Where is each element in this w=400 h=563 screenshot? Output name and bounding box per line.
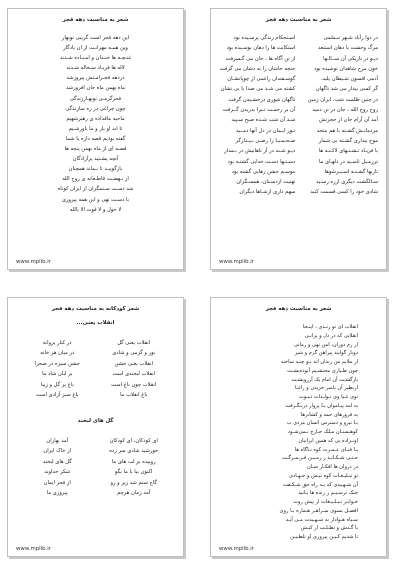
verse-hemistich: آدمی افسون شـیطان پلید، <box>320 76 378 83</box>
page-url: www.mplib.ir <box>219 259 254 265</box>
poem-body <box>219 33 378 198</box>
page-bottom-right <box>210 297 387 557</box>
verse-line: آنچه پشـتید پرآزادگان <box>72 156 119 163</box>
verse-line: خـوابـر تـبـلـیـغات از پیش روت <box>293 499 358 505</box>
verse-line: یـا فنـای عـمـرت کوه نـاگاه ها <box>294 446 358 453</box>
verse-hemistich: سهم داری ازشـاها دیگران <box>239 189 296 196</box>
verse-row <box>22 348 169 358</box>
verse-row <box>219 157 378 167</box>
verse-hemistich: انقلاب چون باغ است <box>111 381 157 388</box>
verse-hemistich: در کنار پروانه <box>42 340 72 346</box>
verse-row <box>219 146 378 156</box>
page-url: www.mplib.ir <box>219 546 254 552</box>
verse-line: دوبار گوایند پیراهن گرم و شیر <box>294 350 358 357</box>
verse-hemistich: دیـو شـند در آز تاهانیش در بـمدار <box>224 148 296 155</box>
poem-body <box>233 323 358 542</box>
verse-hemistich: ترزمـیل تاسـید در دلهـای ما <box>319 158 378 165</box>
verse-hemistich: بر لبان شاد ما <box>42 371 73 378</box>
verse-line: با گـدش و تطـلـب از کیـش <box>300 525 358 532</box>
verse-hemistich: انقلاب یعنی جشن <box>114 360 153 367</box>
verse-hemistich: در دوا رآباد شـهر تبـسّمی <box>323 35 378 41</box>
verse-line: توی غـیا وی تـولـدات ثـبـوت <box>298 394 358 400</box>
verse-hemistich: گر کسی بیدار می شد ناگهان <box>315 86 378 93</box>
verse-hemistich: گوسـفندان راغمی از چوپانشـان <box>227 76 296 83</box>
verse-hemistich: باغ انقلاب ما <box>120 391 148 398</box>
verse-hemistich: گاج ستم شد زیر و رو <box>110 479 157 486</box>
verse-hemistich: شادی خود را کسی قسمت کنید <box>310 189 378 196</box>
verse-hemistich: باغ پر گل و زیبا <box>40 381 74 388</box>
page-url: www.mplib.ir <box>16 546 51 552</box>
verse-line: شد دسـت سـتمگران از ایران کوتاه <box>57 186 134 193</box>
verse-hemistich: استکانت ها را دهان بوسـیده بود <box>226 45 296 52</box>
verse-hemistich: دیـو در تاریکی آن ســالـها <box>323 55 378 62</box>
verse-hemistich: نـور ایـمان در دل آنها دمــید <box>235 127 296 134</box>
verse-row <box>22 380 169 390</box>
verse-line: افضـل بسوی سـراهـر هـماره بـا روی <box>279 507 358 514</box>
verse-hemistich: تاربها گشـتـه اسـیـرشوها <box>324 168 378 175</box>
verse-hemistich: اکنون بیا با ما بگو <box>114 469 153 476</box>
verse-line: ازنظیر آن نامبر خریدن و راغـا <box>295 385 358 392</box>
verse-row <box>219 167 378 177</box>
verse-row <box>22 390 169 400</box>
verse-line: ماحیه ماقداده ی رهبرشهیم <box>66 115 125 122</box>
verse-line: آن شـهـیدی که یـه راه حق شـکـفت <box>282 481 358 488</box>
verse-hemistich: روییده بر لب های ما <box>111 458 156 465</box>
verse-hemistich: ای کودکان، ای کودکان <box>109 438 158 444</box>
page-title: شعر به مناسبت دهه فجر <box>265 17 332 23</box>
verse-line: ماه بهمن ماه جان افروزشد <box>66 85 125 92</box>
verse-line: لاله ها فریـاد سـخاله شـدند <box>66 65 125 72</box>
verse-hemistich: آمد آن آرام جان از حجرتش <box>318 117 378 124</box>
verse-line: بازگشـت آن امام یک آرزویشـت <box>291 376 358 383</box>
poem-subtitle: انقلاب یعنی... <box>76 320 115 326</box>
verse-hemistich: جنجه خاشان را به دشان می گرفت <box>219 65 296 72</box>
verse-row <box>22 436 169 446</box>
verse-hemistich: جشن سبزه در صحرا <box>34 360 80 367</box>
verse-row <box>219 74 378 84</box>
verse-line: تا ابد او یار و ما یاورشـیم <box>68 125 123 132</box>
verse-row <box>219 177 378 187</box>
verse-line: تو تبـلیـغـات کوه تپـش‌ و جـهـادی <box>288 472 358 479</box>
verse-hemistich: خون مرح شاهدان توشیده بود <box>314 65 378 72</box>
verse-hemistich: آمد بهاران <box>46 438 69 444</box>
verse-hemistich: از تن آگاه ها ، جان می گـسرفت <box>225 55 296 62</box>
verse-hemistich: پیروزی ما <box>46 489 68 496</box>
page-top-left <box>7 8 184 270</box>
verse-hemistich: مردمانـش گشـته با هم متحد <box>316 127 378 134</box>
poem-body <box>22 436 169 498</box>
verse-row <box>219 187 378 197</box>
verse-line: از نـهضـت قاطـعانه ی روح الله <box>62 176 129 183</box>
verse-line: از ملایم من زندان اند نـو چنـد ساخته <box>280 359 358 365</box>
verse-line: بـا نیرو‌ و دسترس انسان مردی ب <box>286 420 358 427</box>
verse-hemistich: خورشید شادی سر زده <box>109 448 159 455</box>
verse-line: از رم دوران، امن تهی و رمانی <box>293 341 358 348</box>
verse-hemistich: انقلاب لبخندی است <box>112 371 155 378</box>
verse-line: اونـزاده یی که همین ایرانیان <box>298 437 358 444</box>
verse-line: با دسـت تهی و این همه پیروزی <box>61 196 130 203</box>
verse-row <box>22 457 169 467</box>
page-bottom-left <box>7 297 184 557</box>
verse-line: حـتـی شـکـانـد ز زمـیـن فـرـمـرگـت <box>281 455 358 462</box>
page-title: شعر به مناسبت دهه فجر <box>265 306 332 312</box>
verse-line: دردهه فجـرامـتش پیروزشد <box>66 75 125 82</box>
verse-line: به امد پیـاموان بـا پرواز دربـگـرفت <box>285 402 358 409</box>
verse-row <box>219 54 378 64</box>
verse-row <box>22 467 169 477</box>
verse-row <box>22 488 169 498</box>
verse-line: سـیاه هـوادار به شـهـیدت مـی آیـد <box>285 516 358 523</box>
verse-hemistich: صـحـمـيـا را رصـی نـپـدازگر <box>235 137 296 144</box>
poem-subtitle: گل های لبخند <box>77 418 114 424</box>
verse-hemistich: گل های لبخند <box>42 458 72 465</box>
verse-hemistich: آمد زمان هرچم <box>117 489 151 496</box>
verse-row <box>219 136 378 146</box>
verse-line: گفته بودیم قصه داره یا شما <box>65 135 126 142</box>
page-url: www.mplib.ir <box>16 259 51 265</box>
verse-hemistich: ناگهان شوری درخشـیدن گرفت <box>228 96 296 103</box>
verse-row <box>219 43 378 53</box>
verse-line: انقلابی که در دل و پرانـی <box>304 332 358 339</box>
verse-hemistich: آن بر رحمـت تـبرا بدریدن گــرفت <box>222 107 296 114</box>
verse-row <box>219 95 378 105</box>
verse-line: کوهـستـان مـلک خـارج نـمی‌شـود <box>287 429 358 435</box>
verse-hemistich: از خاک ایران <box>43 448 72 455</box>
verse-row <box>219 105 378 115</box>
verse-row <box>219 115 378 125</box>
verse-line: چون طـیاری محتشـیم آنوده‌یشـت <box>287 367 358 374</box>
verse-line: فجرگرمـی نوبهـارزندگی <box>69 95 122 102</box>
verse-hemistich: دسـتـها دسـت خدایی گشتـه بود <box>227 158 296 165</box>
verse-line: وین همـه مهرانـت از ان یادگار <box>63 45 128 52</box>
verse-line: به فرورهای حمد و کشانرها <box>300 411 358 418</box>
verse-hemistich: روح روح الله ، جان در تن دمید <box>312 107 378 114</box>
poem-body <box>22 338 169 400</box>
verse-hemistich: در میان هر خانه <box>40 350 75 357</box>
verse-row <box>219 33 378 43</box>
verse-hemistich: سـالگشت دیگری ازره رسـید <box>316 179 378 186</box>
verse-line: تا شدیم کـیـن پیروزی او تلطـیـن <box>290 534 358 540</box>
verse-hemistich: انقلاب یعنی گل <box>117 340 151 346</box>
verse-line: قصـه ای از ماه بهمن پنجه ها <box>64 146 127 153</box>
verse-hemistich: در چنین ظلمت شب، ایران زمین <box>307 96 378 103</box>
verse-row <box>219 64 378 74</box>
verse-row <box>22 369 169 379</box>
verse-row <box>219 126 378 136</box>
verse-hemistich: کشته می شـد می صدا با بی نشان <box>220 86 296 93</box>
verse-row <box>22 359 169 369</box>
verse-hemistich: شکر خداوند <box>44 469 71 476</box>
verse-hemistich: شـد آن شب شـده صبح سـپید <box>231 117 296 124</box>
verse-row <box>219 84 378 94</box>
verse-hemistich: تهنیت ازدسـتان، همسـگران <box>236 179 296 186</box>
verse-line: در دروان ها افکـار شـان <box>306 464 358 470</box>
verse-hemistich: مرگ وحشت با دهان استبعد <box>318 45 378 52</box>
verse-line: بازگوییـد تا بـماند همچنان <box>68 166 123 173</box>
verse-line: جنک ترسـیـم ز زنده ها بـانید <box>298 490 358 497</box>
verse-line: انقلاب ای تو زنـدی ، اینـجا <box>302 324 358 330</box>
verse-row <box>22 478 169 488</box>
poem-body <box>16 33 175 215</box>
page-top-right <box>210 8 387 270</box>
verse-hemistich: با فریـاد تـشـنـهای لاکـنـه ها <box>318 148 378 155</box>
page-title: شعر به مناسبت دهه فجر <box>62 17 129 23</box>
verse-hemistich: اسـتحکام زندگی پرسـیده بود <box>233 35 296 41</box>
verse-hemistich: نور و گرمی و شادی <box>112 350 156 357</box>
verse-line: غنـچـه ها خنـدان و امـنـاده شـدند <box>60 55 131 62</box>
verse-hemistich: موسـم جشن رهایی گشته بود <box>231 168 296 175</box>
verse-hemistich: موج بیداری گشـته بی شمار <box>318 137 378 144</box>
verse-line: لا حول و لا قوت الا بالله <box>69 206 122 213</box>
page-title: شعر کودکانه به مناسبت دهه فجر <box>51 306 140 312</box>
verse-row <box>22 446 169 456</box>
verse-hemistich: باغ سبز آزادی است <box>36 391 79 398</box>
verse-line: چون چراغی در ره سازندگی <box>65 105 126 112</box>
verse-line: این دهه فجر است گریبی نوبهار <box>61 35 130 41</box>
verse-hemistich: از فجر ایمان <box>43 479 71 486</box>
verse-row <box>22 338 169 348</box>
